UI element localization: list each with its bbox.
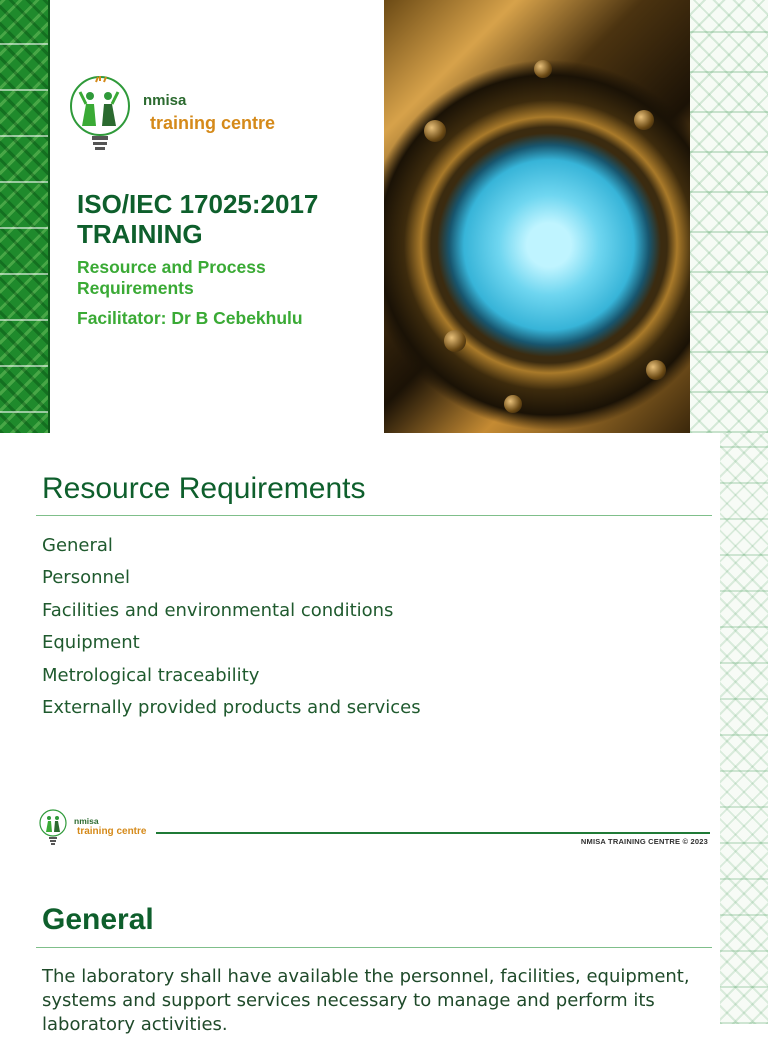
footer-logo-name: nmisa — [74, 816, 99, 826]
footer-logo-tagline: training centre — [77, 826, 147, 837]
list-item: Facilities and environmental conditions — [42, 599, 394, 621]
bolt-shape — [646, 360, 666, 380]
footer-divider — [156, 832, 710, 834]
bolt-shape — [424, 120, 446, 142]
title-divider — [36, 515, 712, 516]
title-line-2: TRAINING — [77, 219, 203, 249]
side-decorative-pattern — [720, 433, 768, 1024]
logo-name: nmisa — [143, 92, 187, 109]
subtitle-line-2: Requirements — [77, 278, 194, 298]
bolt-shape — [634, 110, 654, 130]
slide-subtitle — [77, 257, 377, 299]
subtitle-line-1: Resource and Process — [77, 257, 266, 277]
facilitator-text: Facilitator: Dr B Cebekhulu — [77, 308, 303, 328]
title-line-1: ISO/IEC 17025:2017 — [77, 189, 319, 219]
bolt-shape — [504, 395, 522, 413]
resource-requirements-title: Resource Requirements — [42, 472, 366, 505]
list-item: Externally provided products and services — [42, 697, 421, 719]
resource-list — [42, 530, 421, 724]
title-divider — [36, 947, 712, 948]
slide-title — [77, 189, 377, 249]
footer-copyright: NMISA TRAINING CENTRE © 2023 — [580, 837, 708, 846]
left-decorative-pattern — [0, 0, 50, 433]
list-item: Metrological traceability — [42, 664, 260, 686]
list-item: Personnel — [42, 567, 130, 589]
list-item: Equipment — [42, 632, 140, 654]
general-body-text: The laboratory shall have available the personnel, facilities, equipment, systems and support services necessary to manage and perform its laboratory activities. — [42, 966, 690, 1035]
list-item: General — [42, 535, 113, 556]
vacuum-chamber-photo — [384, 0, 690, 433]
bolt-shape — [444, 330, 466, 352]
title-slide — [0, 0, 768, 433]
logo-tagline: training centre — [150, 113, 276, 133]
general-title: General — [42, 903, 154, 936]
bolt-shape — [534, 60, 552, 78]
right-decorative-pattern — [690, 0, 768, 433]
